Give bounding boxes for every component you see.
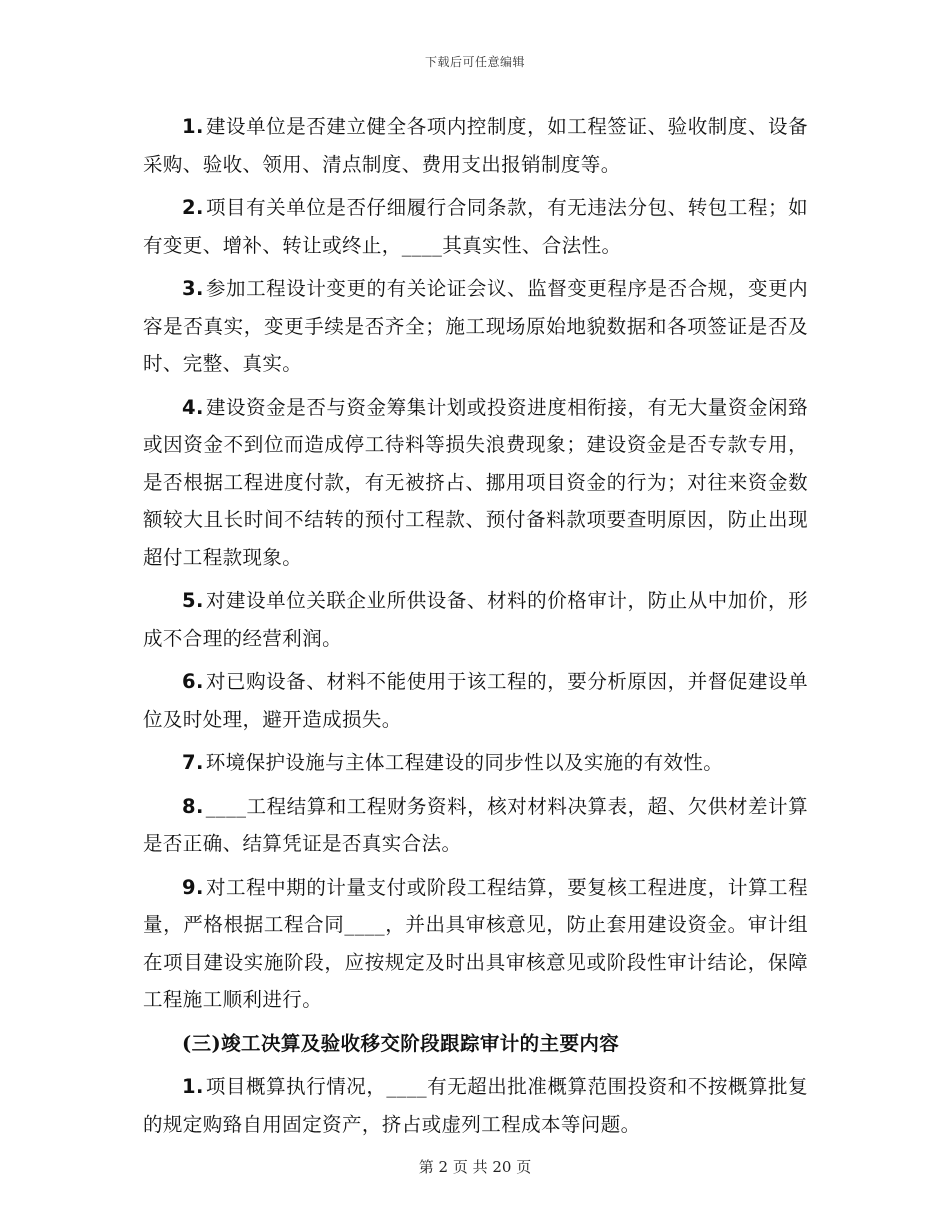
list-item: [143, 189, 808, 264]
list-item: [143, 582, 808, 657]
item-text: 对已购设备、材料不能使用于该工程的，要分析原因，并督促建设单位及时处理，避开造成损失。: [143, 670, 808, 731]
item-text: 参加工程设计变更的有关论证会议、监督变更程序是否合规，变更内容是否真实，变更手续是否齐全；施工现场原始地貌数据和各项签证是否及时、完整、真实。: [143, 277, 808, 375]
item-text: 对建设单位关联企业所供设备、材料的价格审计，防止从中加价，形成不合理的经营利润。: [143, 589, 808, 650]
item-text: 项目概算执行情况，____有无超出批准概算范围投资和不按概算批复的规定购臵自用固定资产，挤占或虚列工程成本等问题。: [143, 1075, 808, 1136]
section-heading: (三)竣工决算及验收移交阶段跟踪审计的主要内容: [182, 1031, 620, 1055]
page-number: 第 2 页 共 20 页: [418, 1158, 532, 1176]
item-number: 2.: [182, 196, 204, 219]
item-text: 环境保护设施与主体工程建设的同步性以及实施的有效性。: [205, 751, 724, 774]
list-item: [143, 108, 808, 183]
document-body: [143, 108, 808, 1149]
item-number: 9.: [182, 875, 204, 899]
list-item: [143, 1068, 808, 1143]
item-text: 建设资金是否与资金筹集计划或投资进度相衔接，有无大量资金闲臵或因资金不到位而造成停工待料等损失浪费现象；建设资金是否专款专用，是否根据工程进度付款，有无被挤占、挪用项目资金的行为；对往来资金数额较大且长时间不结转的预付工程款、预付备料款项要查明原因，防止出现超付工程款现象。: [143, 395, 808, 569]
list-item: [143, 270, 808, 383]
list-item: [143, 744, 808, 782]
item-number: 7.: [182, 751, 204, 774]
list-item: [143, 389, 808, 577]
list-item: [143, 788, 808, 863]
item-number: 3.: [182, 277, 204, 300]
item-number: 1.: [182, 1075, 204, 1098]
item-number: 1.: [182, 115, 204, 138]
item-text: 建设单位是否建立健全各项内控制度，如工程签证、验收制度、设备采购、验收、领用、清点制度、费用支出报销制度等。: [143, 115, 808, 176]
item-number: 6.: [182, 670, 204, 693]
page-header-note: 下载后可任意编辑: [424, 55, 525, 69]
item-number: 4.: [182, 395, 204, 419]
item-text: 项目有关单位是否仔细履行合同条款，有无违法分包、转包工程；如有变更、增补、转让或终止，____其真实性、合法性。: [143, 196, 808, 257]
list-item: [143, 869, 808, 1019]
item-text: 对工程中期的计量支付或阶段工程结算，要复核工程进度，计算工程量，严格根据工程合同____，并出具审核意见，防止套用建设资金。审计组在项目建设实施阶段，应按规定及时出具审核意见或阶段性审计结论，保障工程施工顺利进行。: [143, 875, 808, 1011]
item-number: 5.: [182, 589, 204, 612]
list-item: [143, 663, 808, 738]
item-number: 8.: [182, 794, 204, 818]
item-text: ____工程结算和工程财务资料，核对材料决算表，超、欠供材差计算是否正确、结算凭证是否真实合法。: [143, 794, 808, 855]
